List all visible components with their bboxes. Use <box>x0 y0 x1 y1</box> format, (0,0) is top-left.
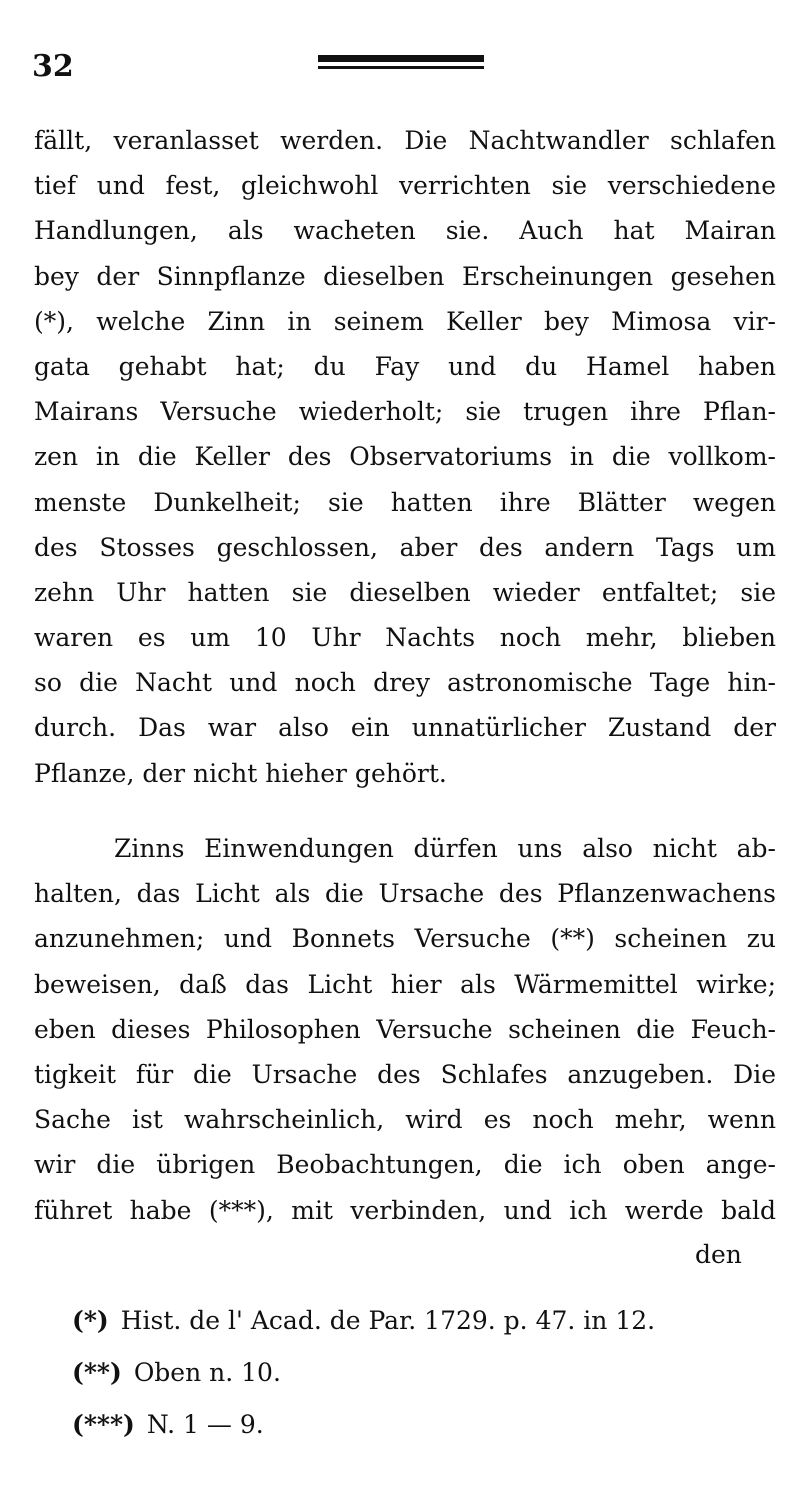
text-line: bey der Sinnpflanze dieselben Erscheinungen gesehen <box>34 261 776 291</box>
footnote <box>72 1297 732 1345</box>
footnote <box>72 1349 732 1397</box>
footnote-text: N. 1 — 9. <box>146 1410 264 1439</box>
footnote-text: Hist. de l' Acad. de Par. 1729. p. 47. in 12. <box>120 1306 656 1335</box>
text-line: zehn Uhr hatten sie dieselben wieder entfaltet; sie <box>34 577 776 607</box>
footnotes <box>72 1297 732 1453</box>
footnote <box>72 1401 732 1449</box>
text-line: waren es um 10 Uhr Nachts noch mehr, blieben <box>34 623 776 653</box>
text-line: zen in die Keller des Observatoriums in die vollkom- <box>34 442 776 472</box>
text-line: Handlungen, als wacheten sie. Auch hat Mairan <box>34 216 776 246</box>
text-line: führet habe (***), mit verbinden, und ich werde bald <box>34 1195 776 1225</box>
text-line: Zinns Einwendungen dürfen uns also nicht ab- <box>114 834 776 863</box>
text-line: fällt, veranlasset werden. Die Nachtwandler schlafen <box>34 126 776 155</box>
footnote-mark: (**) <box>72 1358 122 1387</box>
text-line: tief und fest, gleichwohl verrichten sie verschiedene <box>34 171 776 201</box>
text-line: Pflanze, der nicht hieher gehört. <box>34 758 447 788</box>
text-line: des Stosses geschlossen, aber des andern Tags um <box>34 532 776 562</box>
paragraph-1 <box>34 118 776 796</box>
footnote-mark: (*) <box>72 1306 109 1335</box>
page-number: 32 <box>32 49 74 84</box>
text-line: tigkeit für die Ursache des Schlafes anzugeben. Die <box>34 1059 776 1089</box>
footnote-text: Oben n. 10. <box>133 1358 281 1387</box>
text-line: eben dieses Philosophen Versuche scheinen die Feuch- <box>34 1014 776 1044</box>
text-line: durch. Das war also ein unnatürlicher Zustand der <box>34 713 776 743</box>
text-line: gata gehabt hat; du Fay und du Hamel haben <box>34 351 776 381</box>
text-line: wir die übrigen Beobachtungen, die ich oben ange- <box>34 1150 776 1180</box>
footnote-mark: (***) <box>72 1410 135 1439</box>
text-line: so die Nacht und noch drey astronomische Tage hin- <box>34 668 776 698</box>
text-line: anzunehmen; und Bonnets Versuche (**) scheinen zu <box>34 924 776 954</box>
catchword: den <box>695 1240 742 1269</box>
text-line: menste Dunkelheit; sie hatten ihre Blätter wegen <box>34 487 776 517</box>
paragraph-2 <box>34 826 776 1233</box>
text-line: Mairans Versuche wiederholt; sie trugen ihre Pflan- <box>34 397 776 427</box>
header-rule-thin <box>318 66 484 69</box>
text-line: Sache ist wahrscheinlich, wird es noch mehr, wenn <box>34 1105 776 1135</box>
text-line: beweisen, daß das Licht hier als Wärmemittel wirke; <box>34 969 776 999</box>
header-rule-thick <box>318 55 484 62</box>
text-line: halten, das Licht als die Ursache des Pflanzenwachens <box>34 879 776 909</box>
text-line: (*), welche Zinn in seinem Keller bey Mimosa vir- <box>34 306 776 336</box>
